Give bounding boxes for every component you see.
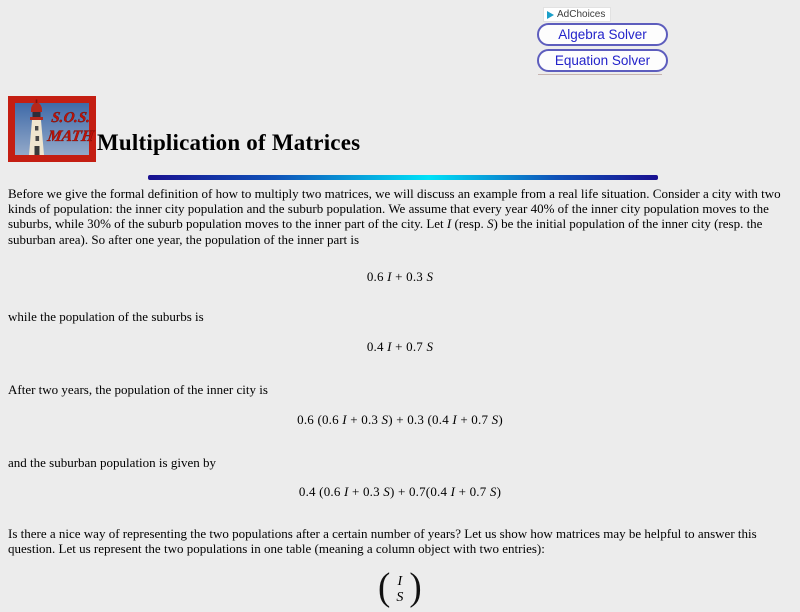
logo-text-sos: S.O.S. [50, 110, 92, 126]
lighthouse-logo-image [8, 96, 96, 162]
matrix-right-paren: ) [409, 565, 422, 609]
two-years-lead-text: After two years, the population of the inner city is [8, 382, 268, 397]
algebra-solver-label: Algebra Solver [558, 27, 647, 42]
formula-inner-one-year: 0.6 I + 0.3 S [366, 269, 434, 284]
gradient-divider [148, 175, 658, 180]
adchoices-triangle-icon [547, 11, 554, 19]
formula-suburb-one-year: 0.4 I + 0.7 S [366, 339, 434, 354]
sos-math-logo[interactable] [8, 96, 96, 162]
intro-paragraph: Before we give the formal definition of how to multiply two matrices, we will discuss an example from a real life situation. Consider a city with two kinds of population: the inner city population and the suburb population. We assume that every year 40% of the inner city population moves to the suburbs, while 30% of the suburb population moves to the inner part of the city. Let I (resp. S) be the initial population of the inner city (resp. the suburban area). So after one year, the population of the inner part is [8, 186, 781, 247]
logo-text-math: MATH [46, 128, 96, 145]
equation-solver-label: Equation Solver [554, 53, 651, 68]
column-matrix [378, 565, 422, 611]
matrix-entry-i: I [397, 574, 403, 589]
matrix-entry-s: S [396, 590, 404, 605]
adchoices-badge[interactable] [543, 7, 611, 22]
ad-underline [538, 74, 662, 75]
page-title: Multiplication of Matrices [97, 130, 361, 155]
formula-suburb-two-years: 0.4 (0.6 I + 0.3 S) + 0.7(0.4 I + 0.7 S) [298, 484, 502, 499]
suburban-lead-text: and the suburban population is given by [8, 455, 216, 470]
matrix-left-paren: ( [378, 565, 391, 609]
adchoices-label: AdChoices [557, 9, 606, 20]
formula-inner-two-years: 0.6 (0.6 I + 0.3 S) + 0.3 (0.4 I + 0.7 S) [297, 412, 503, 427]
closing-paragraph: Is there a nice way of representing the two populations after a certain number of years? Let us show how matrices may be helpful to answer this question. Let us represent the two populations in one table (meaning a column object with two entries): [8, 526, 757, 557]
suburbs-lead-text: while the population of the suburbs is [8, 309, 204, 324]
algebra-solver-button[interactable] [537, 23, 668, 46]
equation-solver-button[interactable] [537, 49, 668, 72]
